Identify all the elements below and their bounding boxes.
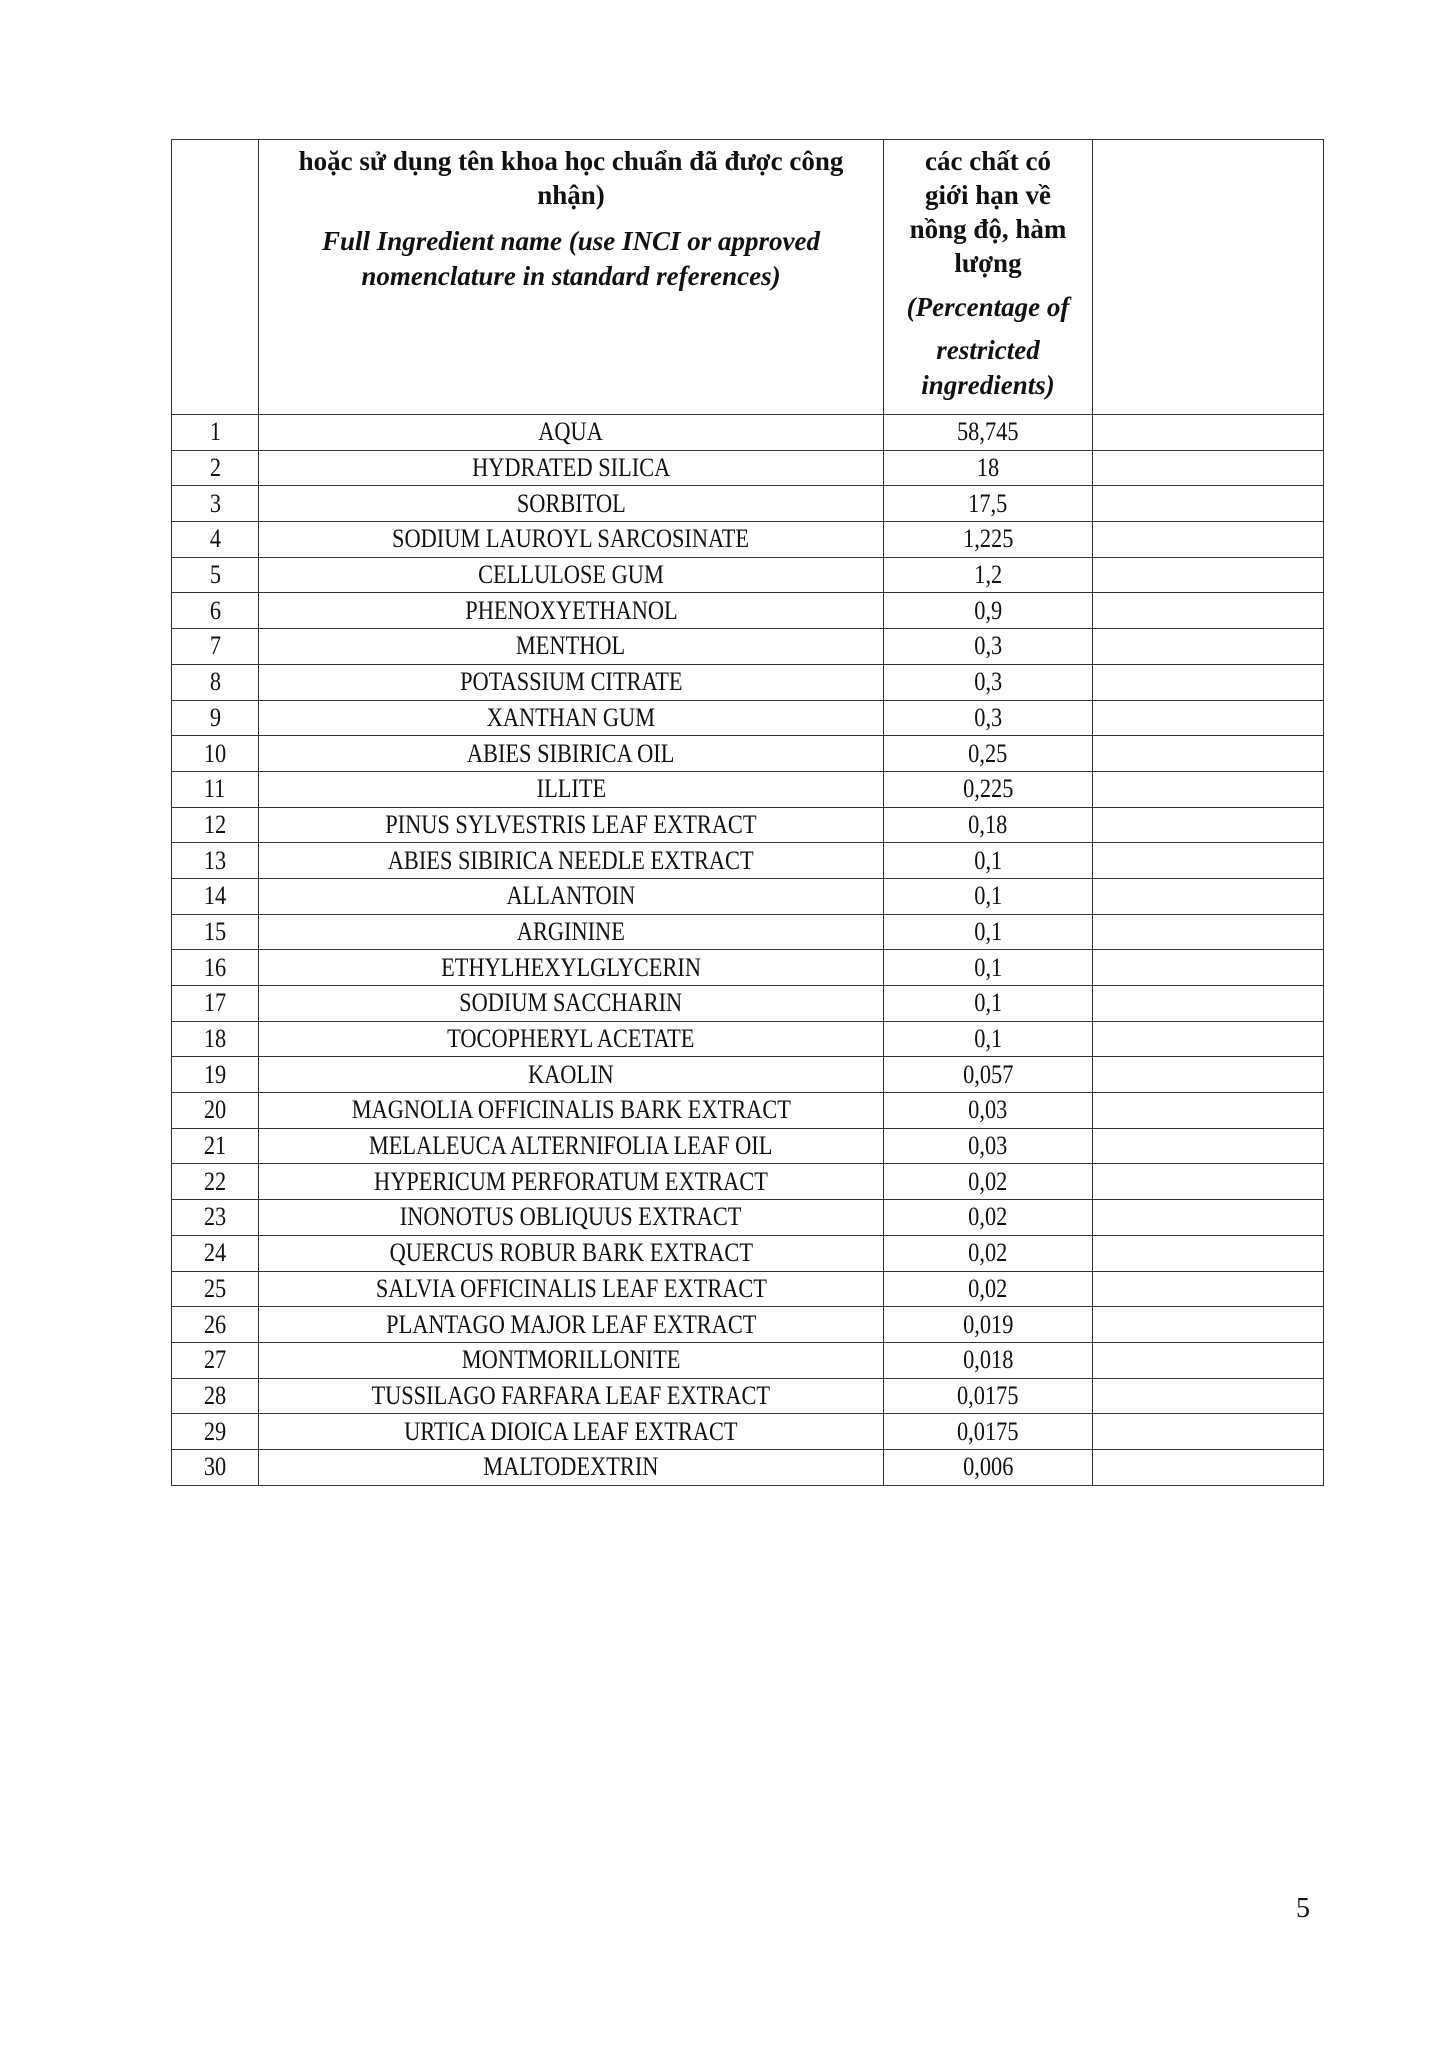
table-row: [172, 486, 1324, 522]
ingredient-name: [259, 950, 884, 986]
ingredient-name: [259, 450, 884, 486]
header-empty-cell: [1093, 140, 1324, 415]
table-row: [172, 1128, 1324, 1164]
row-number-text: 17: [203, 988, 227, 1018]
row-number: [172, 1342, 259, 1378]
table-row: [172, 1093, 1324, 1129]
row-number: [172, 1307, 259, 1343]
header-pct-en-1: (Percentage of: [906, 292, 1070, 322]
table-row: [172, 1342, 1324, 1378]
row-number: [172, 522, 259, 558]
ingredient-name-text: SODIUM SACCHARIN: [459, 988, 683, 1018]
row-number: [172, 557, 259, 593]
notes-cell: [1093, 771, 1324, 807]
percentage-text: 0,03: [968, 1131, 1008, 1161]
row-number: [172, 700, 259, 736]
row-number-text: 2: [209, 453, 221, 483]
row-number: [172, 664, 259, 700]
table-row: [172, 1235, 1324, 1271]
ingredient-name: [259, 736, 884, 772]
ingredient-name-text: HYPERICUM PERFORATUM EXTRACT: [374, 1166, 768, 1196]
notes-cell: [1093, 1378, 1324, 1414]
ingredient-name-text: URTICA DIOICA LEAF EXTRACT: [404, 1416, 738, 1446]
percentage: [884, 986, 1093, 1022]
row-number-text: 30: [203, 1452, 227, 1482]
row-number-text: 19: [203, 1059, 227, 1089]
notes-cell: [1093, 593, 1324, 629]
percentage: [884, 1164, 1093, 1200]
ingredient-name-text: ABIES SIBIRICA NEEDLE EXTRACT: [388, 845, 754, 875]
notes-cell: [1093, 1200, 1324, 1236]
table-row: [172, 1057, 1324, 1093]
row-number-text: 26: [203, 1309, 227, 1339]
ingredient-name-text: SALVIA OFFICINALIS LEAF EXTRACT: [375, 1273, 767, 1303]
ingredient-name-text: SODIUM LAUROYL SARCOSINATE: [392, 524, 750, 554]
row-number-text: 7: [209, 631, 221, 661]
percentage: [884, 807, 1093, 843]
percentage: [884, 1093, 1093, 1129]
ingredient-name: [259, 593, 884, 629]
notes-cell: [1093, 843, 1324, 879]
percentage-text: 0,3: [974, 631, 1002, 661]
table-row: [172, 415, 1324, 451]
row-number: [172, 629, 259, 665]
row-number-text: 29: [203, 1416, 227, 1446]
ingredient-name-text: KAOLIN: [528, 1059, 614, 1089]
row-number-text: 20: [203, 1095, 227, 1125]
notes-cell: [1093, 1128, 1324, 1164]
notes-cell: [1093, 1307, 1324, 1343]
row-number-text: 5: [209, 560, 221, 590]
percentage: [884, 1271, 1093, 1307]
percentage: [884, 1057, 1093, 1093]
ingredient-name-text: TUSSILAGO FARFARA LEAF EXTRACT: [371, 1380, 771, 1410]
ingredient-name-text: INONOTUS OBLIQUUS EXTRACT: [400, 1202, 742, 1232]
percentage: [884, 878, 1093, 914]
percentage: [884, 486, 1093, 522]
notes-cell: [1093, 1271, 1324, 1307]
header-name-en: Full Ingredient name (use INCI or approved nomenclature in standard references): [321, 226, 821, 291]
percentage: [884, 629, 1093, 665]
header-pct-en-2: restricted ingredients): [921, 335, 1055, 400]
row-number-text: 18: [203, 1024, 227, 1054]
table-row: [172, 557, 1324, 593]
row-number: [172, 415, 259, 451]
percentage-text: 0,225: [962, 774, 1014, 804]
table-row: [172, 593, 1324, 629]
percentage-text: 0,018: [962, 1345, 1014, 1375]
ingredient-name: [259, 557, 884, 593]
ingredient-name-text: MALTODEXTRIN: [483, 1452, 659, 1482]
header-name-vn: hoặc sử dụng tên khoa học chuẩn đã được công nhận): [298, 146, 844, 210]
ingredient-name-text: HYDRATED SILICA: [471, 453, 671, 483]
percentage: [884, 1021, 1093, 1057]
percentage-text: 17,5: [968, 488, 1008, 518]
percentage-text: 0,02: [968, 1273, 1008, 1303]
ingredient-name-text: ETHYLHEXYLGLYCERIN: [441, 952, 701, 982]
notes-cell: [1093, 450, 1324, 486]
percentage-text: 0,3: [974, 702, 1002, 732]
ingredient-name: [259, 878, 884, 914]
notes-cell: [1093, 557, 1324, 593]
ingredient-name: [259, 1235, 884, 1271]
row-number: [172, 1449, 259, 1485]
percentage-text: 0,02: [968, 1166, 1008, 1196]
row-number-text: 13: [203, 845, 227, 875]
row-number-text: 27: [203, 1345, 227, 1375]
table-row: [172, 950, 1324, 986]
row-number: [172, 1271, 259, 1307]
percentage: [884, 950, 1093, 986]
row-number-text: 21: [203, 1131, 227, 1161]
ingredient-name: [259, 1449, 884, 1485]
percentage-text: 0,3: [974, 667, 1002, 697]
ingredient-name-text: PINUS SYLVESTRIS LEAF EXTRACT: [385, 809, 757, 839]
ingredient-name: [259, 1271, 884, 1307]
row-number-text: 1: [209, 417, 221, 447]
ingredient-name-text: POTASSIUM CITRATE: [459, 667, 683, 697]
row-number: [172, 771, 259, 807]
notes-cell: [1093, 1449, 1324, 1485]
percentage-text: 0,057: [962, 1059, 1014, 1089]
table-row: [172, 1307, 1324, 1343]
percentage-text: 0,1: [974, 916, 1002, 946]
notes-cell: [1093, 700, 1324, 736]
ingredient-name-text: TOCOPHERYL ACETATE: [447, 1024, 695, 1054]
row-number-text: 24: [203, 1238, 227, 1268]
row-number: [172, 1235, 259, 1271]
percentage-text: 0,18: [968, 809, 1008, 839]
row-number: [172, 1414, 259, 1450]
ingredient-name: [259, 664, 884, 700]
table-row: [172, 1021, 1324, 1057]
ingredient-name: [259, 843, 884, 879]
table-row: [172, 807, 1324, 843]
row-number-text: 23: [203, 1202, 227, 1232]
ingredient-name-text: ILLITE: [536, 774, 606, 804]
row-number: [172, 593, 259, 629]
percentage-text: 0,0175: [957, 1380, 1019, 1410]
percentage: [884, 450, 1093, 486]
row-number: [172, 1200, 259, 1236]
table-row: [172, 771, 1324, 807]
ingredient-name-text: AQUA: [538, 417, 604, 447]
row-number-text: 28: [203, 1380, 227, 1410]
header-pct-vn: các chất có giới hạn về nồng độ, hàm lượng: [909, 146, 1067, 278]
table-row: [172, 1414, 1324, 1450]
percentage: [884, 664, 1093, 700]
ingredient-name-text: ARGININE: [516, 916, 626, 946]
percentage-text: 0,1: [974, 1024, 1002, 1054]
row-number-text: 16: [203, 952, 227, 982]
table-row: [172, 1164, 1324, 1200]
percentage-text: 58,745: [957, 417, 1019, 447]
ingredient-name: [259, 522, 884, 558]
percentage: [884, 1200, 1093, 1236]
percentage-text: 1,225: [962, 524, 1014, 554]
notes-cell: [1093, 1414, 1324, 1450]
row-number: [172, 807, 259, 843]
percentage: [884, 1307, 1093, 1343]
ingredient-name: [259, 1307, 884, 1343]
ingredient-name: [259, 629, 884, 665]
percentage: [884, 1378, 1093, 1414]
row-number-text: 11: [204, 774, 226, 804]
notes-cell: [1093, 950, 1324, 986]
row-number-text: 6: [209, 595, 221, 625]
table-row: [172, 914, 1324, 950]
table-row: [172, 629, 1324, 665]
ingredient-name-text: PHENOXYETHANOL: [464, 595, 678, 625]
percentage-text: 0,02: [968, 1202, 1008, 1232]
notes-cell: [1093, 1021, 1324, 1057]
percentage-text: 0,1: [974, 845, 1002, 875]
ingredient-name-text: ABIES SIBIRICA OIL: [467, 738, 675, 768]
ingredient-table: [171, 139, 1324, 1486]
table-header-row: [172, 140, 1324, 415]
percentage-text: 1,2: [974, 560, 1002, 590]
row-number: [172, 1021, 259, 1057]
row-number: [172, 986, 259, 1022]
notes-cell: [1093, 914, 1324, 950]
table-row: [172, 878, 1324, 914]
row-number: [172, 1378, 259, 1414]
percentage: [884, 593, 1093, 629]
ingredient-name: [259, 1057, 884, 1093]
percentage: [884, 522, 1093, 558]
table-row: [172, 843, 1324, 879]
row-number: [172, 1128, 259, 1164]
notes-cell: [1093, 486, 1324, 522]
percentage-text: 0,1: [974, 988, 1002, 1018]
ingredient-name-text: MENTHOL: [516, 631, 626, 661]
row-number: [172, 1057, 259, 1093]
ingredient-name-text: SORBITOL: [516, 488, 626, 518]
ingredient-name-text: XANTHAN GUM: [486, 702, 656, 732]
notes-cell: [1093, 415, 1324, 451]
percentage-text: 0,006: [962, 1452, 1014, 1482]
row-number-text: 12: [203, 809, 227, 839]
ingredient-name: [259, 1021, 884, 1057]
percentage: [884, 1414, 1093, 1450]
table-row: [172, 522, 1324, 558]
ingredient-name: [259, 1342, 884, 1378]
percentage: [884, 736, 1093, 772]
percentage-text: 0,03: [968, 1095, 1008, 1125]
ingredient-name: [259, 1164, 884, 1200]
ingredient-name: [259, 1414, 884, 1450]
ingredient-name-text: MONTMORILLONITE: [461, 1345, 681, 1375]
row-number-text: 22: [203, 1166, 227, 1196]
ingredient-name: [259, 1093, 884, 1129]
table-row: [172, 736, 1324, 772]
notes-cell: [1093, 878, 1324, 914]
percentage-text: 18: [976, 453, 1000, 483]
notes-cell: [1093, 664, 1324, 700]
table-row: [172, 1271, 1324, 1307]
percentage-text: 0,1: [974, 881, 1002, 911]
ingredient-name-text: ALLANTOIN: [506, 881, 636, 911]
percentage: [884, 415, 1093, 451]
ingredient-name-text: MAGNOLIA OFFICINALIS BARK EXTRACT: [351, 1095, 791, 1125]
percentage-text: 0,1: [974, 952, 1002, 982]
percentage: [884, 843, 1093, 879]
ingredient-name: [259, 486, 884, 522]
percentage: [884, 771, 1093, 807]
ingredient-name-text: PLANTAGO MAJOR LEAF EXTRACT: [385, 1309, 757, 1339]
notes-cell: [1093, 629, 1324, 665]
row-number-text: 25: [203, 1273, 227, 1303]
ingredient-name: [259, 415, 884, 451]
table-row: [172, 1449, 1324, 1485]
row-number: [172, 1164, 259, 1200]
percentage-text: 0,0175: [957, 1416, 1019, 1446]
notes-cell: [1093, 1164, 1324, 1200]
notes-cell: [1093, 986, 1324, 1022]
table-row: [172, 450, 1324, 486]
ingredient-name: [259, 1378, 884, 1414]
notes-cell: [1093, 807, 1324, 843]
percentage: [884, 1235, 1093, 1271]
notes-cell: [1093, 1342, 1324, 1378]
notes-cell: [1093, 1235, 1324, 1271]
percentage: [884, 1128, 1093, 1164]
percentage: [884, 700, 1093, 736]
ingredient-name: [259, 914, 884, 950]
ingredient-name: [259, 1200, 884, 1236]
row-number-text: 3: [209, 488, 221, 518]
percentage: [884, 914, 1093, 950]
notes-cell: [1093, 736, 1324, 772]
row-number-text: 15: [203, 916, 227, 946]
ingredient-name: [259, 700, 884, 736]
table-row: [172, 700, 1324, 736]
header-no-cell: [172, 140, 259, 415]
row-number: [172, 950, 259, 986]
notes-cell: [1093, 522, 1324, 558]
table-row: [172, 1200, 1324, 1236]
ingredient-name: [259, 807, 884, 843]
header-pct-cell: [884, 140, 1093, 415]
percentage-text: 0,02: [968, 1238, 1008, 1268]
percentage-text: 0,9: [974, 595, 1002, 625]
row-number: [172, 450, 259, 486]
ingredient-name: [259, 771, 884, 807]
row-number: [172, 843, 259, 879]
row-number-text: 10: [203, 738, 227, 768]
row-number-text: 4: [209, 524, 221, 554]
percentage-text: 0,019: [962, 1309, 1014, 1339]
row-number: [172, 736, 259, 772]
table-row: [172, 664, 1324, 700]
row-number-text: 9: [209, 702, 221, 732]
row-number: [172, 1093, 259, 1129]
row-number: [172, 878, 259, 914]
row-number-text: 8: [209, 667, 221, 697]
row-number-text: 14: [203, 881, 227, 911]
ingredient-name: [259, 986, 884, 1022]
ingredient-name-text: QUERCUS ROBUR BARK EXTRACT: [389, 1238, 753, 1268]
header-name-cell: [259, 140, 884, 415]
percentage: [884, 1449, 1093, 1485]
row-number: [172, 914, 259, 950]
table-row: [172, 1378, 1324, 1414]
percentage: [884, 557, 1093, 593]
percentage-text: 0,25: [968, 738, 1008, 768]
ingredient-name: [259, 1128, 884, 1164]
row-number: [172, 486, 259, 522]
ingredient-name-text: MELALEUCA ALTERNIFOLIA LEAF OIL: [369, 1131, 773, 1161]
ingredient-name-text: CELLULOSE GUM: [478, 560, 664, 590]
notes-cell: [1093, 1093, 1324, 1129]
table-row: [172, 986, 1324, 1022]
notes-cell: [1093, 1057, 1324, 1093]
percentage: [884, 1342, 1093, 1378]
page-number: 5: [1296, 1893, 1310, 1924]
